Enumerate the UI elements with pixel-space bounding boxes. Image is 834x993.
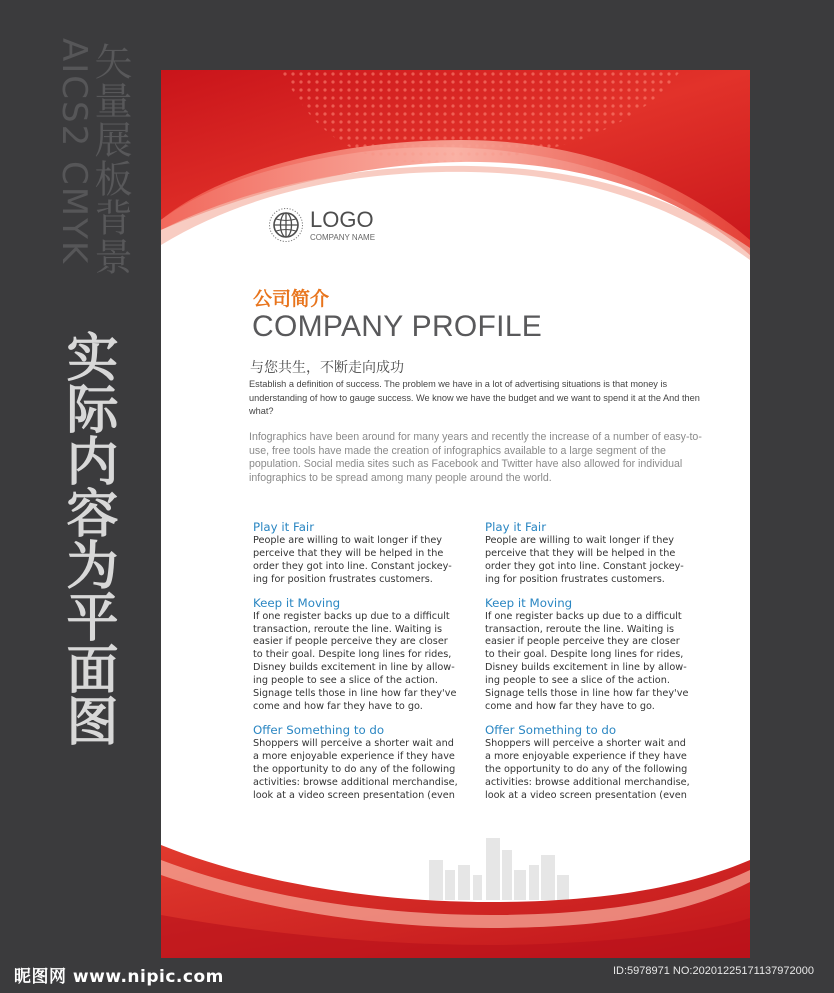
section-heading: Play it Fair <box>485 520 547 534</box>
section-keep-it-moving <box>253 596 473 714</box>
section-offer-something <box>485 723 705 803</box>
side-label-main: 实际内容为平面图 <box>57 330 117 746</box>
section-body: People are willing to wait longer if they perceive that they will be helped in the order they got into line. Constant jockey- ing for position frustrates customers. <box>253 535 452 585</box>
section-heading: Offer Something to do <box>253 722 385 737</box>
logo-company-name: COMPANY NAME <box>310 232 376 242</box>
content-column-right <box>485 520 705 811</box>
section-body: Shoppers will perceive a shorter wait and a more enjoyable experience if they have the opportunity to do any of the following activities: browse additional merchandise, look at a video screen presentation (even <box>253 737 458 801</box>
section-play-it-fair <box>253 520 473 587</box>
section-heading: Play it Fair <box>253 520 315 534</box>
content-column-left <box>253 520 473 811</box>
poster <box>161 70 750 958</box>
section-offer-something <box>253 723 473 803</box>
logo-text: LOGO <box>310 206 374 232</box>
globe-icon <box>268 207 304 243</box>
section-body: Shoppers will perceive a shorter wait and a more enjoyable experience if they have the opportunity to do any of the following activities: browse additional merchandise, look at a video screen presentation (even <box>485 737 690 801</box>
side-label-format: AICS2 CMYK <box>54 38 94 266</box>
watermark-site-logo: 昵图网 www.nipic.com <box>14 967 224 987</box>
section-heading: Keep it Moving <box>485 595 573 610</box>
english-title: COMPANY PROFILE <box>252 310 543 343</box>
section-body: People are willing to wait longer if they perceive that they will be helped in the order they got into line. Constant jockey- ing for position frustrates customers. <box>485 535 684 585</box>
company-logo <box>268 207 375 243</box>
slogan: 与您共生，不断走向成功 <box>250 360 404 376</box>
section-keep-it-moving <box>485 596 705 714</box>
intro-paragraph-1: Establish a definition of success. The problem we have in a lot of advertising situations is that money is understanding of how to gauge success. We know we have the budget and we want to spend it at the And then what? <box>249 379 700 416</box>
section-body: If one register backs up due to a difficult transaction, reroute the line. Waiting is easier if people perceive they are closer to their goal. Despite long lines for rides, Disney builds excitement in line by allow- ing people to see a slice of the action. Signage tells those in line how far they've come and how far they have to go. <box>253 610 457 712</box>
section-body: If one register backs up due to a difficult transaction, reroute the line. Waiting is easier if people perceive they are closer to their goal. Despite long lines for rides, Disney builds excitement in line by allow- ing people to see a slice of the action. Signage tells those in line how far they've come and how far they have to go. <box>485 610 689 712</box>
section-heading: Keep it Moving <box>253 595 341 610</box>
section-play-it-fair <box>485 520 705 587</box>
watermark-id: ID:5978971 NO:20201225171137972000 <box>612 965 814 977</box>
chinese-title: 公司简介 <box>253 288 330 310</box>
poster-background <box>161 70 750 958</box>
side-label-chinese: 矢量展板背景 <box>88 42 132 276</box>
section-heading: Offer Something to do <box>485 722 617 737</box>
intro-paragraph-2: Infographics have been around for many years and recently the increase of a number of easy-to-use, free tools have made the creation of infographics available to a large segment of the population. Social media sites such as Facebook and Twitter have also allowed for individual infographics to be spread among many people around the world. <box>249 431 702 484</box>
